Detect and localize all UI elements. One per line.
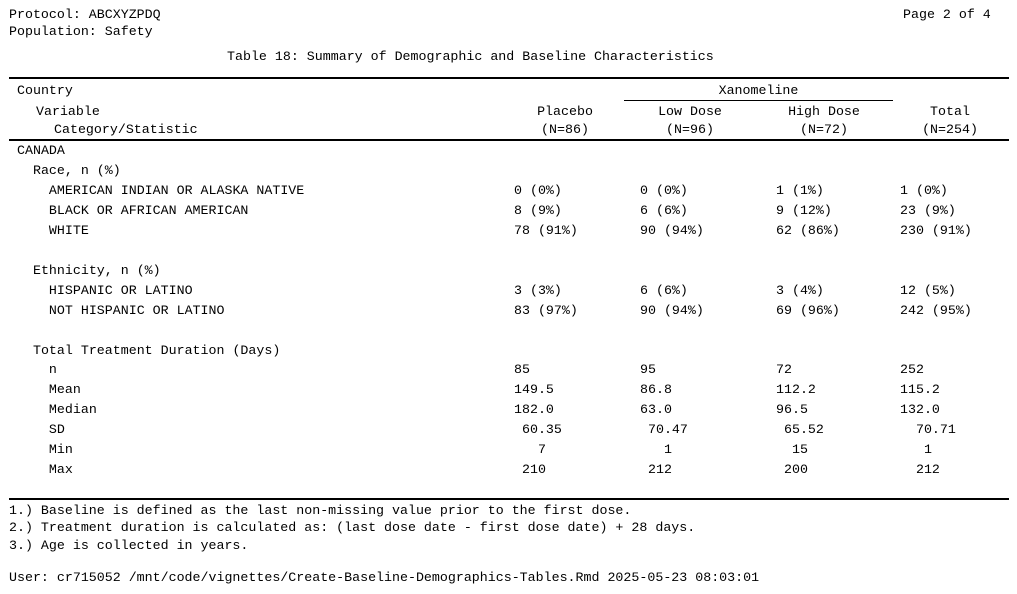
cell-high: 62 (86%) — [776, 223, 840, 238]
col-header-high-n: (N=72) — [800, 122, 848, 137]
cell-high: 69 (96%) — [776, 303, 840, 318]
row-label: WHITE — [17, 223, 89, 238]
top-rule — [9, 77, 1009, 79]
cell-low: 212 — [640, 462, 672, 477]
col-header-total: Total — [930, 104, 970, 119]
cell-placebo: 85 — [514, 362, 530, 377]
cell-total: 23 (9%) — [900, 203, 956, 218]
cell-high: 112.2 — [776, 382, 816, 397]
cell-low: 90 (94%) — [640, 303, 704, 318]
cell-total: 12 (5%) — [900, 283, 956, 298]
footnote-2: 2.) Treatment duration is calculated as: (last dose date - first dose date) + 28 days. — [9, 520, 696, 535]
cell-high: 15 — [776, 442, 808, 457]
cell-low: 6 (6%) — [640, 283, 688, 298]
cell-total: 115.2 — [900, 382, 940, 397]
row-label: BLACK OR AFRICAN AMERICAN — [17, 203, 249, 218]
cell-low: 0 (0%) — [640, 183, 688, 198]
footnote-3: 3.) Age is collected in years. — [9, 538, 249, 553]
cell-placebo: 7 — [514, 442, 546, 457]
cell-high: 200 — [776, 462, 808, 477]
row-label: AMERICAN INDIAN OR ALASKA NATIVE — [17, 183, 305, 198]
cell-total: 1 (0%) — [900, 183, 948, 198]
cell-placebo: 83 (97%) — [514, 303, 578, 318]
col-header-total-n: (N=254) — [922, 122, 978, 137]
cell-total: 252 — [900, 362, 924, 377]
row-label: Median — [17, 402, 97, 417]
row-label: SD — [17, 422, 65, 437]
row-label: Race, n (%) — [17, 163, 121, 178]
population-label: Population: Safety — [9, 24, 153, 39]
row-label: n — [17, 362, 57, 377]
cell-high: 72 — [776, 362, 792, 377]
row-label: Total Treatment Duration (Days) — [17, 343, 281, 358]
spanner-xanomeline: Xanomeline — [718, 83, 799, 98]
col-header-low-n: (N=96) — [666, 122, 714, 137]
row-label: Max — [17, 462, 73, 477]
cell-low: 90 (94%) — [640, 223, 704, 238]
user-footer: User: cr715052 /mnt/code/vignettes/Create-Baseline-Demographics-Tables.Rmd 2025-05-23 08:03:01 — [9, 570, 760, 585]
cell-low: 1 — [640, 442, 672, 457]
row-label: Mean — [17, 382, 81, 397]
row-label: Min — [17, 442, 73, 457]
cell-high: 96.5 — [776, 402, 808, 417]
cell-placebo: 3 (3%) — [514, 283, 562, 298]
header-rule — [9, 139, 1009, 141]
protocol-label: Protocol: ABCXYZPDQ — [9, 7, 161, 22]
cell-low: 63.0 — [640, 402, 672, 417]
row-label: Ethnicity, n (%) — [17, 263, 161, 278]
cell-total: 242 (95%) — [900, 303, 972, 318]
col-header-placebo-n: (N=86) — [541, 122, 589, 137]
stub-header-category: Category/Statistic — [54, 122, 198, 137]
cell-high: 3 (4%) — [776, 283, 824, 298]
cell-low: 70.47 — [640, 422, 688, 437]
table-title: Table 18: Summary of Demographic and Baseline Characteristics — [227, 49, 714, 64]
cell-placebo: 182.0 — [514, 402, 554, 417]
cell-placebo: 149.5 — [514, 382, 554, 397]
bottom-rule — [9, 498, 1009, 500]
row-label: HISPANIC OR LATINO — [17, 283, 193, 298]
cell-low: 95 — [640, 362, 656, 377]
stub-header-variable: Variable — [36, 104, 100, 119]
cell-placebo: 78 (91%) — [514, 223, 578, 238]
cell-total: 70.71 — [900, 422, 956, 437]
col-header-low: Low Dose — [658, 104, 722, 119]
cell-total: 132.0 — [900, 402, 940, 417]
cell-high: 1 (1%) — [776, 183, 824, 198]
cell-placebo: 210 — [514, 462, 546, 477]
row-label: CANADA — [17, 143, 65, 158]
cell-high: 9 (12%) — [776, 203, 832, 218]
stub-header-country: Country — [17, 83, 73, 98]
footnote-1: 1.) Baseline is defined as the last non-missing value prior to the first dose. — [9, 503, 632, 518]
cell-low: 6 (6%) — [640, 203, 688, 218]
cell-high: 65.52 — [776, 422, 824, 437]
cell-total: 1 — [900, 442, 932, 457]
col-header-high: High Dose — [788, 104, 860, 119]
cell-total: 230 (91%) — [900, 223, 972, 238]
cell-placebo: 0 (0%) — [514, 183, 562, 198]
cell-placebo: 8 (9%) — [514, 203, 562, 218]
cell-low: 86.8 — [640, 382, 672, 397]
row-label: NOT HISPANIC OR LATINO — [17, 303, 225, 318]
page-indicator: Page 2 of 4 — [903, 7, 991, 22]
col-header-placebo: Placebo — [537, 104, 593, 119]
cell-total: 212 — [900, 462, 940, 477]
cell-placebo: 60.35 — [514, 422, 562, 437]
spanner-rule — [624, 100, 893, 101]
